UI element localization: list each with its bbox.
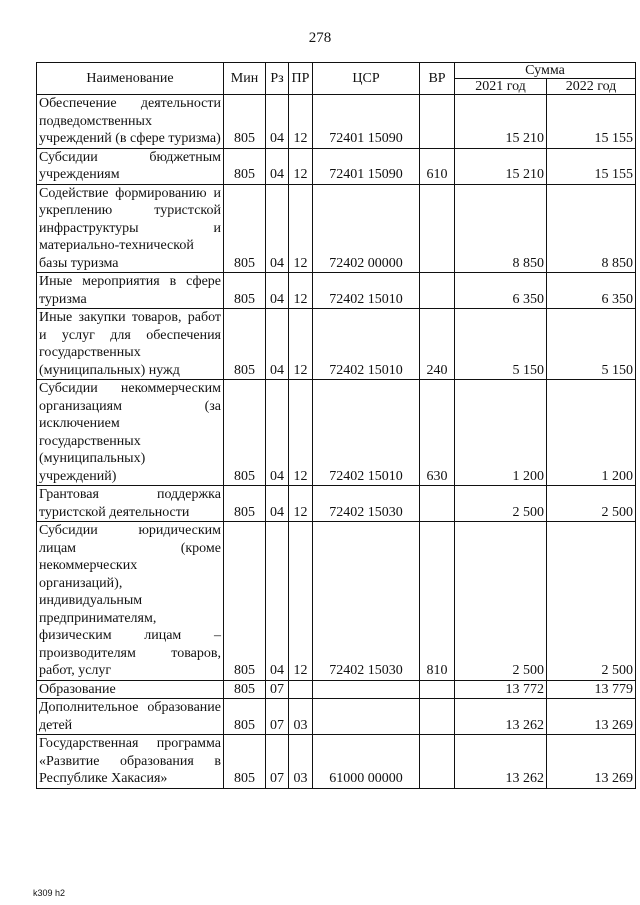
row-vr — [420, 273, 455, 309]
row-rz: 07 — [266, 735, 289, 789]
row-pr: 12 — [289, 148, 313, 184]
budget-table — [36, 62, 636, 789]
row-vr: 810 — [420, 522, 455, 681]
row-2021: 2 500 — [455, 522, 547, 681]
row-2022: 13 269 — [547, 699, 636, 735]
row-name: Иные закупки товаров, работ и услуг для обеспечения государственных (муниципальных) нужд — [37, 309, 224, 380]
row-name: Обеспечение деятельности подведомственных учреждений (в сфере туризма) — [37, 95, 224, 149]
header-pr: ПР — [289, 63, 313, 95]
header-2022: 2022 год — [547, 79, 636, 95]
row-2021: 8 850 — [455, 184, 547, 273]
row-name: Содействие формированию и укреплению туристской инфраструктуры и материально-технической базы туризма — [37, 184, 224, 273]
row-min: 805 — [224, 273, 266, 309]
row-rz: 04 — [266, 486, 289, 522]
row-vr — [420, 735, 455, 789]
row-min: 805 — [224, 184, 266, 273]
row-rz: 07 — [266, 699, 289, 735]
row-csr — [313, 680, 420, 699]
row-name: Образование — [37, 680, 224, 699]
row-2022: 2 500 — [547, 486, 636, 522]
row-2022: 13 779 — [547, 680, 636, 699]
row-csr: 72401 15090 — [313, 148, 420, 184]
table-body — [37, 95, 636, 789]
header-min: Мин — [224, 63, 266, 95]
row-vr: 240 — [420, 309, 455, 380]
row-rz: 04 — [266, 380, 289, 486]
row-pr: 03 — [289, 699, 313, 735]
row-min: 805 — [224, 486, 266, 522]
row-name: Грантовая поддержка туристской деятельности — [37, 486, 224, 522]
row-name: Государственная программа «Развитие образования в Республике Хакасия» — [37, 735, 224, 789]
row-csr: 72402 00000 — [313, 184, 420, 273]
header-sum: Сумма — [455, 63, 636, 79]
row-2021: 6 350 — [455, 273, 547, 309]
row-min: 805 — [224, 148, 266, 184]
row-rz: 04 — [266, 184, 289, 273]
footer-code: k309 h2 — [33, 888, 66, 898]
row-csr: 72402 15030 — [313, 522, 420, 681]
table-row — [37, 148, 636, 184]
row-pr — [289, 680, 313, 699]
row-2022: 15 155 — [547, 95, 636, 149]
row-csr: 72401 15090 — [313, 95, 420, 149]
row-rz: 04 — [266, 273, 289, 309]
row-name: Субсидии юридическим лицам (кроме некоммерческих организаций), индивидуальным предпринимателям, физическим лицам – производителям товаров, работ, услуг — [37, 522, 224, 681]
table-row — [37, 486, 636, 522]
row-vr — [420, 486, 455, 522]
table-row — [37, 699, 636, 735]
table-row — [37, 309, 636, 380]
row-name: Дополнительное образование детей — [37, 699, 224, 735]
row-csr: 72402 15030 — [313, 486, 420, 522]
table-row — [37, 380, 636, 486]
row-csr — [313, 699, 420, 735]
row-vr — [420, 699, 455, 735]
row-2021: 15 210 — [455, 148, 547, 184]
row-vr: 610 — [420, 148, 455, 184]
table-row — [37, 522, 636, 681]
row-pr: 12 — [289, 309, 313, 380]
row-pr: 12 — [289, 184, 313, 273]
row-min: 805 — [224, 95, 266, 149]
row-rz: 04 — [266, 148, 289, 184]
row-min: 805 — [224, 309, 266, 380]
row-pr: 12 — [289, 522, 313, 681]
row-min: 805 — [224, 735, 266, 789]
row-pr: 12 — [289, 380, 313, 486]
row-2022: 2 500 — [547, 522, 636, 681]
row-2022: 5 150 — [547, 309, 636, 380]
row-min: 805 — [224, 522, 266, 681]
row-min: 805 — [224, 699, 266, 735]
row-2021: 1 200 — [455, 380, 547, 486]
row-csr: 72402 15010 — [313, 380, 420, 486]
row-min: 805 — [224, 680, 266, 699]
row-2022: 6 350 — [547, 273, 636, 309]
row-2022: 15 155 — [547, 148, 636, 184]
table-row — [37, 680, 636, 699]
row-rz: 07 — [266, 680, 289, 699]
row-pr: 12 — [289, 95, 313, 149]
page-number: 278 — [308, 30, 332, 46]
header-row — [37, 63, 636, 79]
row-vr — [420, 95, 455, 149]
header-2021: 2021 год — [455, 79, 547, 95]
row-min: 805 — [224, 380, 266, 486]
row-2021: 13 772 — [455, 680, 547, 699]
table-row — [37, 184, 636, 273]
row-vr: 630 — [420, 380, 455, 486]
row-2021: 15 210 — [455, 95, 547, 149]
row-pr: 12 — [289, 273, 313, 309]
header-rz: Рз — [266, 63, 289, 95]
row-name: Субсидии бюджетным учреждениям — [37, 148, 224, 184]
row-2022: 1 200 — [547, 380, 636, 486]
row-rz: 04 — [266, 95, 289, 149]
row-csr: 72402 15010 — [313, 273, 420, 309]
header-name: Наименование — [37, 63, 224, 95]
row-2022: 8 850 — [547, 184, 636, 273]
row-2021: 2 500 — [455, 486, 547, 522]
row-pr: 12 — [289, 486, 313, 522]
table-row — [37, 735, 636, 789]
header-csr: ЦСР — [313, 63, 420, 95]
table-row — [37, 273, 636, 309]
row-2021: 13 262 — [455, 735, 547, 789]
row-2021: 5 150 — [455, 309, 547, 380]
row-name: Субсидии некоммерческим организациям (за исключением государственных (муниципальных) учреждений) — [37, 380, 224, 486]
row-2022: 13 269 — [547, 735, 636, 789]
table-row — [37, 95, 636, 149]
row-csr: 61000 00000 — [313, 735, 420, 789]
row-2021: 13 262 — [455, 699, 547, 735]
row-rz: 04 — [266, 522, 289, 681]
header-vr: ВР — [420, 63, 455, 95]
row-vr — [420, 680, 455, 699]
row-pr: 03 — [289, 735, 313, 789]
row-rz: 04 — [266, 309, 289, 380]
row-vr — [420, 184, 455, 273]
row-csr: 72402 15010 — [313, 309, 420, 380]
row-name: Иные мероприятия в сфере туризма — [37, 273, 224, 309]
